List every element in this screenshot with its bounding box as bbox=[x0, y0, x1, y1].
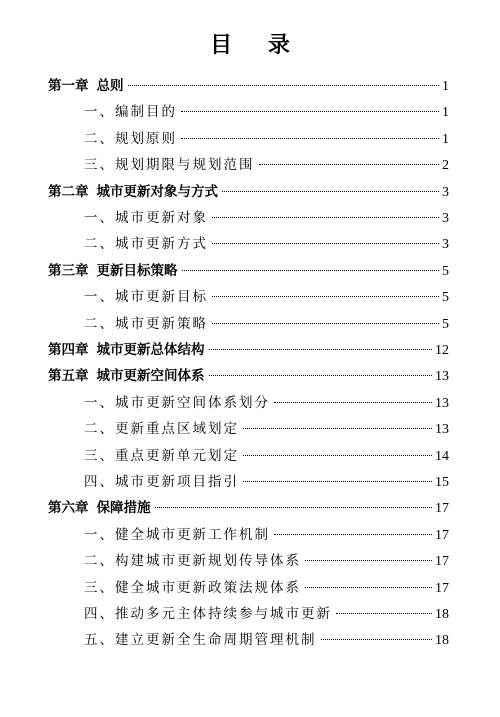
toc-page-number: 18 bbox=[435, 607, 449, 622]
toc-entry-label: 总则 bbox=[96, 78, 124, 94]
toc-chapter-entry[interactable] bbox=[48, 364, 449, 388]
dot-leader bbox=[305, 587, 432, 588]
toc-section-entry[interactable] bbox=[84, 602, 449, 626]
dot-leader bbox=[243, 481, 432, 482]
dot-leader bbox=[336, 613, 432, 614]
toc-section-entry[interactable] bbox=[84, 206, 449, 230]
toc-section-entry[interactable] bbox=[84, 417, 449, 441]
toc-entry-label: 五、建立更新全生命周期管理机制 bbox=[84, 632, 317, 649]
toc-entry-label: 一、编制目的 bbox=[84, 104, 177, 121]
toc-entry-label: 城市更新空间体系 bbox=[96, 368, 205, 385]
toc-chapter-entry[interactable] bbox=[48, 496, 449, 520]
toc-chapter-number: 第四章 bbox=[48, 342, 89, 358]
toc-section-entry[interactable] bbox=[84, 100, 449, 124]
toc-chapter-entry[interactable] bbox=[48, 338, 449, 362]
dot-leader bbox=[222, 191, 439, 192]
toc-entry-label: 一、城市更新目标 bbox=[84, 289, 208, 306]
toc-page-number: 17 bbox=[435, 554, 449, 570]
toc-section-entry[interactable] bbox=[84, 549, 449, 573]
toc-page-number: 5 bbox=[442, 290, 449, 306]
dot-leader bbox=[181, 111, 439, 112]
toc-chapter-entry[interactable] bbox=[48, 259, 449, 283]
toc-section-entry[interactable] bbox=[84, 576, 449, 600]
toc-page-number: 3 bbox=[442, 184, 449, 200]
dot-leader bbox=[212, 243, 439, 244]
toc-entry-label: 一、健全城市更新工作机制 bbox=[84, 526, 270, 543]
toc-page-number: 5 bbox=[442, 263, 449, 279]
toc-entry-label: 二、城市更新方式 bbox=[84, 236, 208, 253]
dot-leader bbox=[181, 138, 439, 139]
dot-leader bbox=[209, 349, 433, 350]
toc-entry-label: 三、重点更新单元划定 bbox=[84, 447, 239, 464]
toc-page-number: 5 bbox=[442, 316, 449, 332]
toc-page-number: 13 bbox=[435, 422, 449, 438]
toc-entry-label: 四、城市更新项目指引 bbox=[84, 474, 239, 490]
toc-section-entry[interactable] bbox=[84, 523, 449, 547]
dot-leader bbox=[259, 164, 440, 165]
toc-section-entry[interactable] bbox=[84, 232, 449, 256]
toc-chapter-number: 第五章 bbox=[48, 368, 89, 385]
toc-page-number: 13 bbox=[435, 369, 449, 385]
toc-chapter-number: 第一章 bbox=[48, 78, 89, 94]
toc-entry-label: 三、健全城市更新政策法规体系 bbox=[84, 579, 301, 596]
toc-chapter-entry[interactable] bbox=[48, 180, 449, 204]
toc-section-entry[interactable] bbox=[84, 312, 449, 336]
toc-entry-label: 二、规划原则 bbox=[84, 130, 177, 147]
page-title: 目 录 bbox=[210, 33, 304, 58]
toc-page-number: 1 bbox=[442, 79, 449, 94]
dot-leader bbox=[212, 217, 439, 218]
toc-page-number: 2 bbox=[442, 158, 449, 174]
toc-section-entry[interactable] bbox=[84, 153, 449, 177]
toc-entry-label: 四、推动多元主体持续参与城市更新 bbox=[84, 606, 332, 622]
toc-section-entry[interactable] bbox=[84, 127, 449, 151]
toc-entry-label: 二、更新重点区域划定 bbox=[84, 421, 239, 438]
dot-leader bbox=[128, 85, 440, 86]
toc-chapter-entry[interactable] bbox=[48, 74, 449, 98]
dot-leader bbox=[274, 534, 432, 535]
dot-leader bbox=[155, 507, 433, 508]
toc-page-number: 14 bbox=[435, 448, 449, 464]
toc-chapter-number: 第三章 bbox=[48, 262, 89, 279]
toc-entry-label: 一、城市更新空间体系划分 bbox=[84, 394, 270, 411]
dot-leader bbox=[243, 428, 432, 429]
toc-page-number: 3 bbox=[442, 237, 449, 253]
dot-leader bbox=[182, 270, 440, 271]
toc-section-entry[interactable] bbox=[84, 391, 449, 415]
toc-page-number: 1 bbox=[442, 105, 449, 121]
toc-entry-label: 更新目标策略 bbox=[96, 262, 178, 279]
toc-entry-label: 城市更新对象与方式 bbox=[96, 183, 218, 200]
dot-leader bbox=[212, 296, 439, 297]
toc-section-entry[interactable] bbox=[84, 444, 449, 468]
dot-leader bbox=[305, 560, 432, 561]
toc-entry-label: 二、城市更新策略 bbox=[84, 315, 208, 332]
toc-page-number: 17 bbox=[435, 580, 449, 596]
dot-leader bbox=[212, 323, 439, 324]
dot-leader bbox=[274, 402, 432, 403]
toc-entry-label: 一、城市更新对象 bbox=[84, 210, 208, 226]
dot-leader bbox=[321, 639, 433, 640]
toc-section-entry[interactable] bbox=[84, 285, 449, 309]
toc-page-number: 12 bbox=[435, 343, 449, 358]
toc-entry-label: 保障措施 bbox=[96, 500, 151, 517]
toc-page-number: 15 bbox=[435, 475, 449, 490]
toc-chapter-number: 第六章 bbox=[48, 500, 89, 517]
toc-section-entry[interactable] bbox=[84, 470, 449, 494]
toc-page-number: 1 bbox=[442, 131, 449, 147]
toc-entry-label: 三、规划期限与规划范围 bbox=[84, 157, 255, 174]
dot-leader bbox=[243, 455, 432, 456]
toc-page-number: 17 bbox=[435, 501, 449, 517]
toc-page-number: 17 bbox=[435, 527, 449, 543]
toc-chapter-number: 第二章 bbox=[48, 183, 89, 200]
dot-leader bbox=[209, 375, 433, 376]
toc-page-number: 18 bbox=[435, 633, 449, 649]
toc-page-number: 3 bbox=[442, 211, 449, 226]
toc-page-number: 13 bbox=[435, 395, 449, 411]
toc-entry-label: 二、构建城市更新规划传导体系 bbox=[84, 553, 301, 570]
toc-entry-label: 城市更新总体结构 bbox=[96, 342, 205, 358]
toc-section-entry[interactable] bbox=[84, 628, 449, 652]
